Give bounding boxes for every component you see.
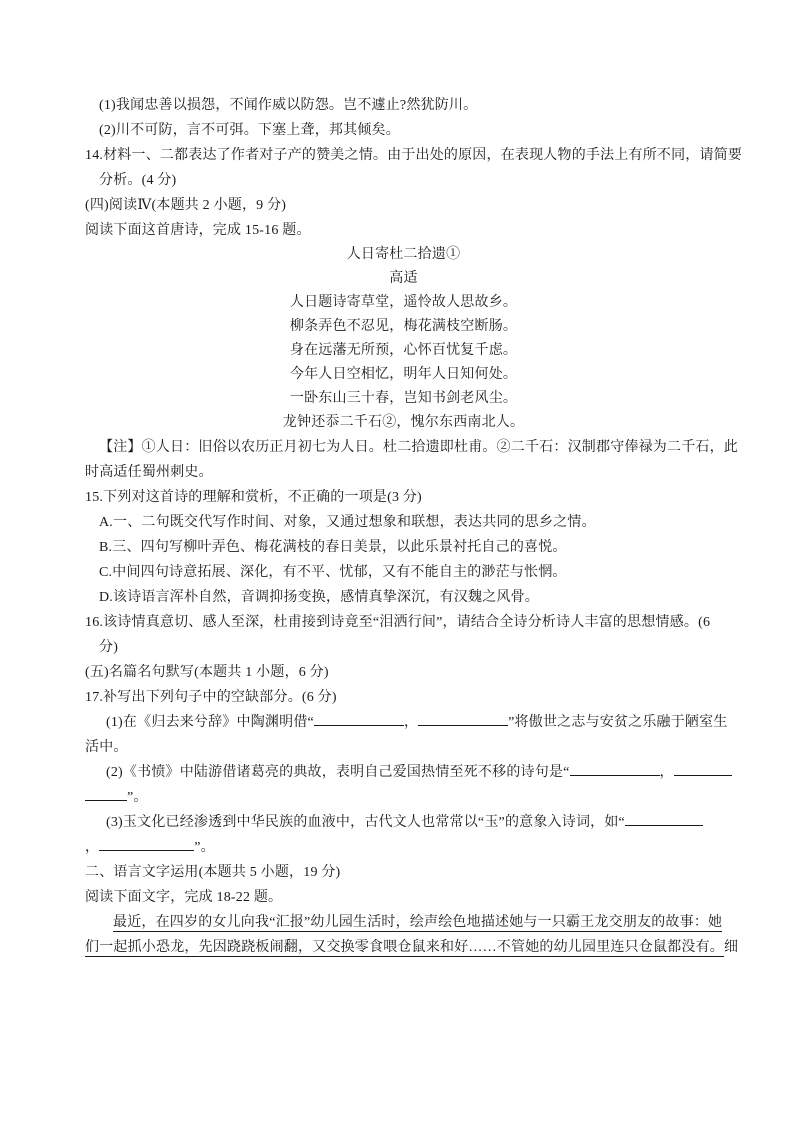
q17-item1-comma: ，: [403, 715, 419, 730]
section-4-intro: 阅读下面这首唐诗，完成 15-16 题。: [85, 223, 311, 238]
passage-line-1: [85, 910, 722, 935]
q17-item3-wrap-post: ”。: [194, 840, 215, 855]
section-5-heading: (五)名篇名句默写(本题共 1 小题，6 分): [85, 665, 329, 680]
passage-tail: 细: [724, 940, 739, 955]
question-15-option-d: D.该诗语言浑朴自然，音调抑扬变换，感情真挚深沉，有汉魏之风骨。: [99, 590, 540, 605]
poem-line: 龙钟还忝二千石②，愧尔东西南北人。: [282, 415, 525, 430]
poem-note-line-2: 时高适任蜀州刺史。: [85, 465, 213, 480]
underlined-text: 最近，在四岁的女儿向我“汇报”幼儿园生活时，绘声绘色地描述她与一只霸王龙交朋友的故事：她: [113, 915, 723, 930]
question-15-option-b: B.三、四句写柳叶弄色、梅花满枝的春日美景，以此乐景衬托自己的喜悦。: [99, 540, 567, 555]
q17-item2-pre: (2)《书愤》中陆游借诸葛亮的典故，表明自己爱国热情至死不移的诗句是“: [106, 765, 570, 780]
material-quote-2: (2)川不可防，言不可弭。下塞上聋，邦其倾矣。: [99, 123, 400, 138]
answer-blank: [674, 762, 732, 776]
question-14-line-2: 分析。(4 分): [99, 173, 177, 188]
answer-blank: [570, 762, 660, 776]
answer-blank: [625, 812, 703, 826]
material-quote-1: (1)我闻忠善以损怨，不闻作威以防怨。岂不遽止?然犹防川。: [99, 98, 478, 113]
question-15-option-c: C.中间四句诗意拓展、深化，有不平、忧郁，又有不能自主的渺茫与怅惘。: [99, 565, 567, 580]
question-17-item-3: [85, 810, 722, 835]
answer-blank: [85, 787, 127, 801]
q17-item1-pre: (1)在《归去来兮辞》中陶渊明借“: [106, 715, 314, 730]
passage-line-2: [85, 935, 739, 960]
poem-line: 今年人日空相忆，明年人日知何处。: [289, 367, 518, 382]
poem-title: 人日寄杜二拾遗①: [346, 247, 461, 262]
question-16-line-2: 分): [99, 640, 119, 655]
answer-blank: [314, 712, 404, 726]
question-17-item-1: [85, 710, 728, 735]
q17-item3-wrap-pre: ，: [85, 840, 100, 855]
q17-item2-comma: ，: [659, 765, 674, 780]
question-17-stem: 17.补写出下列句子中的空缺部分。(6 分): [85, 690, 337, 705]
question-15-option-a: A.一、二句既交代写作时间、对象，又通过想象和联想，表达共同的思乡之情。: [99, 515, 596, 530]
poem-line: 身在远藩无所预，心怀百忧复千虑。: [289, 343, 518, 358]
poem-line: 人日题诗寄草堂，遥怜故人思故乡。: [289, 295, 518, 310]
question-15-stem: 15.下列对这首诗的理解和赏析，不正确的一项是(3 分): [85, 490, 422, 505]
question-16-line-1: 16.该诗情真意切、感人至深，杜甫接到诗竟至“泪洒行间”，请结合全诗分析诗人丰富的思想情感。(6: [85, 615, 711, 630]
poem-line: 柳条弄色不忍见，梅花满枝空断肠。: [289, 319, 518, 334]
poem-author: 高适: [389, 271, 418, 286]
section-2-intro: 阅读下面文字，完成 18-22 题。: [85, 890, 283, 905]
underlined-text: 们一起抓小恐龙，先因跷跷板闹翻，又交换零食喂仓鼠来和好……不管她的幼儿园里连只仓鼠都没有。: [85, 940, 724, 955]
question-17-item-2-wrap: [85, 785, 722, 810]
section-4-heading: (四)阅读Ⅳ(本题共 2 小题，9 分): [85, 198, 287, 213]
q17-item1-post: ”将傲世之志与安贫之乐融于陋室生: [508, 715, 728, 730]
poem-note-line-1: 【注】①人日：旧俗以农历正月初七为人日。杜二拾遗即杜甫。②二千石：汉制郡守俸禄为二千石，此: [99, 440, 738, 455]
q17-item3-pre: (3)玉文化已经渗透到中华民族的血液中，古代文人也常常以“玉”的意象入诗词，如“: [106, 815, 625, 830]
question-17-item-1-wrap: 活中。: [85, 740, 128, 755]
question-17-item-3-wrap: [85, 835, 722, 860]
section-2-heading: 二、语言文字运用(本题共 5 小题，19 分): [85, 865, 341, 880]
poem-line: 一卧东山三十春，岂知书剑老风尘。: [289, 391, 518, 406]
question-17-item-2: [85, 760, 722, 785]
answer-blank: [418, 712, 508, 726]
question-14-line-1: 14.材料一、二都表达了作者对子产的赞美之情。由于出处的原因，在表现人物的手法上有所不同，请简要: [85, 148, 743, 163]
poem-block: [85, 243, 722, 435]
answer-blank: [99, 837, 194, 851]
q17-item2-wrap-post: ”。: [127, 790, 148, 805]
